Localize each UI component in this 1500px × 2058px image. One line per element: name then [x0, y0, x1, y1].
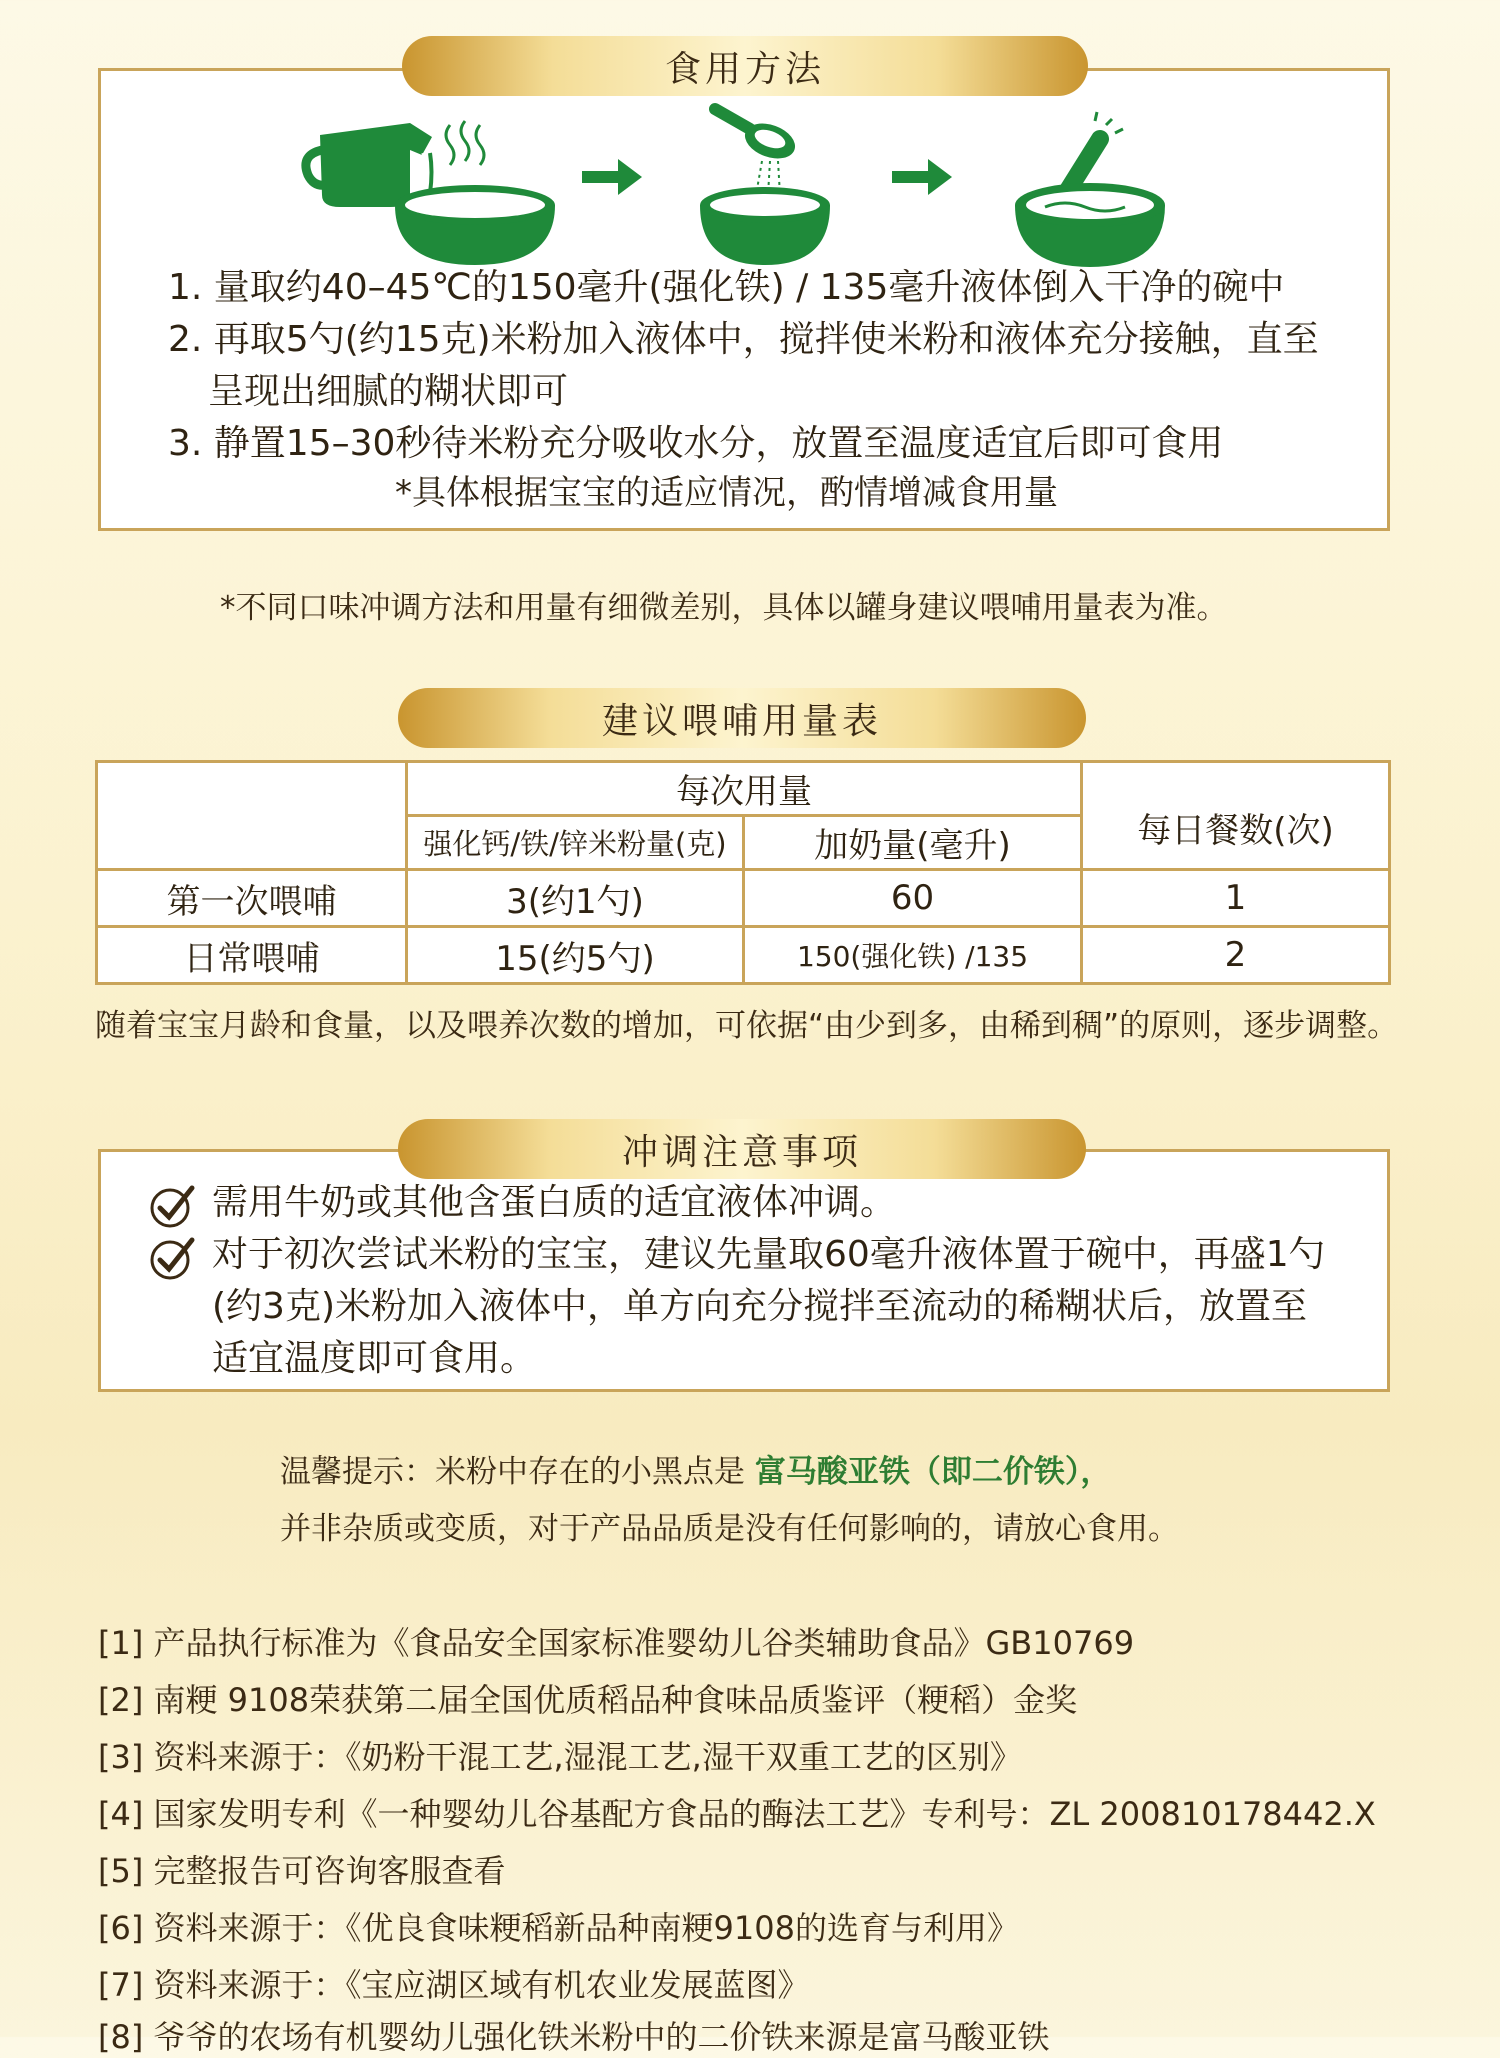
- caution-title: 冲调注意事项: [621, 1131, 862, 1173]
- caution-line-3: (约3克)米粉加入液体中，单方向充分搅拌至流动的稀糊状后，放置至: [212, 1286, 1307, 1327]
- dosage-header-milk: 加奶量(毫升): [744, 816, 1082, 870]
- dosage-corner-cell: [97, 762, 407, 870]
- usage-step-2: 2. 再取5勺(约15克)米粉加入液体中，搅拌使米粉和液体充分接触，直至: [168, 319, 1319, 360]
- usage-step-2-cont: 呈现出细腻的糊状即可: [208, 371, 569, 412]
- tip-prefix: 温馨提示：米粉中存在的小黑点是: [280, 1454, 745, 1490]
- reference-item: [3] 资料来源于：《奶粉干混工艺,湿混工艺,湿干双重工艺的区别》: [98, 1738, 1022, 1776]
- tip-line-1: [280, 1446, 1111, 1491]
- row-label: 日常喂哺: [97, 927, 407, 984]
- reference-item: [1] 产品执行标准为《食品安全国家标准婴幼儿谷类辅助食品》GB10769: [98, 1624, 1135, 1662]
- spoon-bowl-icon: [700, 109, 830, 265]
- reference-item: [6] 资料来源于：《优良食味粳稻新品种南粳9108的选育与利用》: [98, 1909, 1019, 1947]
- usage-footnote: *具体根据宝宝的适应情况，酌情增减食用量: [395, 473, 1058, 513]
- usage-step-3: 3. 静置15–30秒待米粉充分吸收水分，放置至温度适宜后即可食用: [168, 423, 1224, 464]
- reference-item: [8] 爷爷的农场有机婴幼儿强化铁米粉中的二价铁来源是富马酸亚铁: [98, 2018, 1050, 2056]
- flavor-difference-note: *不同口味冲调方法和用量有细微差别，具体以罐身建议喂哺用量表为准。: [220, 590, 1228, 626]
- dosage-title-pill: [398, 688, 1086, 748]
- row-milk: 60: [744, 870, 1082, 927]
- dosage-table: [95, 760, 1391, 985]
- dosage-title: 建议喂哺用量表: [601, 700, 882, 742]
- reference-item: [4] 国家发明专利《一种婴幼儿谷基配方食品的酶法工艺》专利号：ZL 200810178442.X: [98, 1795, 1376, 1833]
- usage-title-pill: [402, 36, 1088, 96]
- reference-item: [7] 资料来源于：《宝应湖区域有机农业发展蓝图》: [98, 1966, 810, 2004]
- arrow-right-icon: [582, 159, 642, 195]
- row-powder: 3(约1勺): [407, 870, 744, 927]
- table-row: [97, 927, 1390, 984]
- dosage-header-powder: 强化钙/铁/锌米粉量(克): [407, 816, 744, 870]
- usage-title: 食用方法: [664, 48, 825, 90]
- usage-illustrations: [300, 95, 1200, 270]
- caution-line-1: 需用牛奶或其他含蛋白质的适宜液体冲调。: [212, 1182, 897, 1223]
- row-label: 第一次喂哺: [97, 870, 407, 927]
- dosage-header-daily: 每日餐数(次): [1082, 762, 1390, 870]
- reference-item: [5] 完整报告可咨询客服查看: [98, 1852, 506, 1890]
- tip-line-2: 并非杂质或变质，对于产品品质是没有任何影响的，请放心食用。: [280, 1511, 1179, 1547]
- arrow-right-icon-2: [892, 159, 952, 195]
- stir-bowl-icon: [1015, 112, 1165, 267]
- pitcher-pour-icon: [306, 121, 555, 265]
- row-daily: 2: [1082, 927, 1390, 984]
- row-milk: 150(强化铁) /135: [744, 927, 1082, 984]
- reference-item: [2] 南粳 9108荣获第二届全国优质稻品种食味品质鉴评（粳稻）金奖: [98, 1681, 1078, 1719]
- caution-line-4: 适宜温度即可食用。: [212, 1338, 537, 1379]
- caution-line-2: 对于初次尝试米粉的宝宝，建议先量取60毫升液体置于碗中，再盛1勺: [212, 1234, 1325, 1275]
- row-powder: 15(约5勺): [407, 927, 744, 984]
- dosage-adjust-note: 随着宝宝月龄和食量，以及喂养次数的增加，可依据“由少到多，由稀到稠”的原则，逐步调整。: [95, 1008, 1399, 1044]
- caution-title-pill: [398, 1119, 1086, 1179]
- tip-highlight: 富马酸亚铁（即二价铁），: [754, 1454, 1112, 1490]
- row-daily: 1: [1082, 870, 1390, 927]
- table-row: [97, 870, 1390, 927]
- check-icon: [148, 1182, 196, 1230]
- dosage-header-per-time: 每次用量: [407, 762, 1082, 816]
- check-icon-2: [148, 1234, 196, 1282]
- usage-step-1: 1. 量取约40–45℃的150毫升(强化铁) / 135毫升液体倒入干净的碗中: [168, 267, 1285, 308]
